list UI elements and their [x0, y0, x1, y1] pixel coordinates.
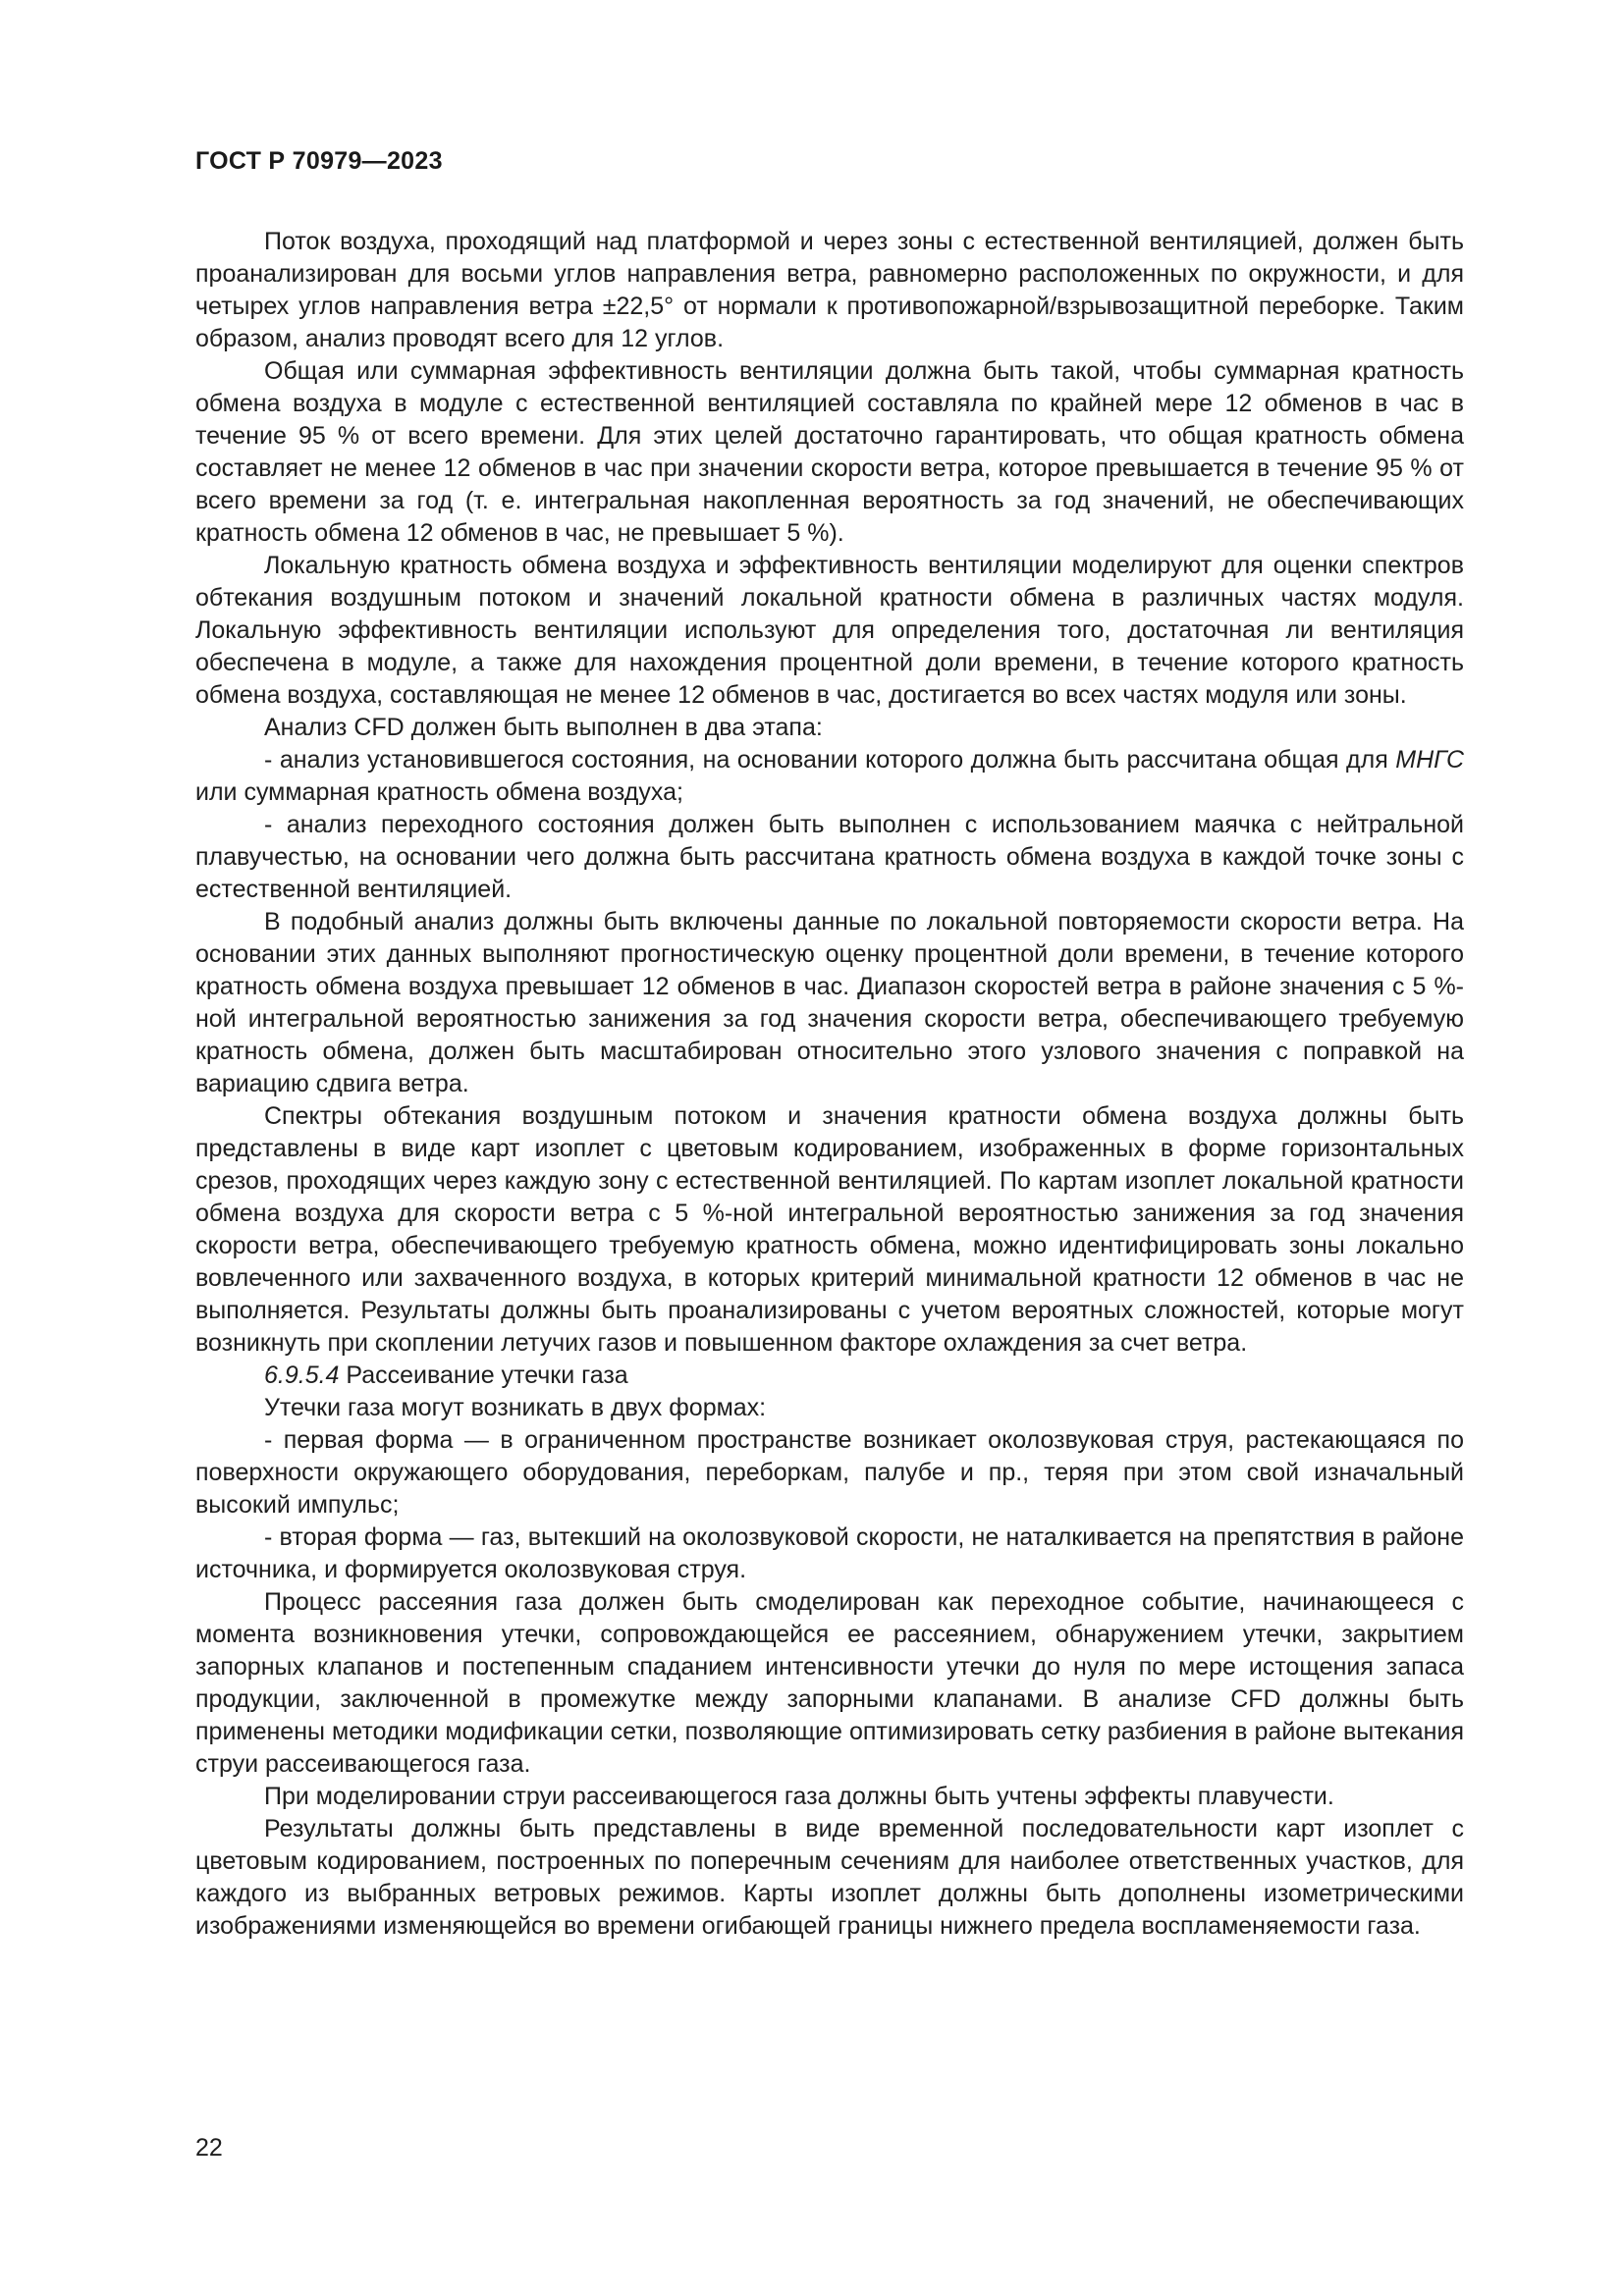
- section-title: Рассеивание утечки газа: [339, 1362, 628, 1389]
- page-number: 22: [195, 2134, 223, 2162]
- document-body: [195, 226, 1464, 1943]
- section-heading-gas-dispersion: [195, 1360, 1464, 1392]
- list-item-first-form: - первая форма — в ограниченном пространстве возникает околозвуковая струя, растекающаяся по поверхности окружающего оборудования, переборкам, палубе и пр., теряя при этом свой изначальный высокий импульс;: [195, 1426, 1464, 1519]
- list-item-steady-state-text-b: или суммарная кратность обмена воздуха;: [195, 778, 683, 806]
- list-item-steady-state-term: МНГС: [1395, 746, 1464, 774]
- paragraph-buoyancy-effects: При моделировании струи рассеивающегося газа должны быть учтены эффекты плавучести.: [264, 1783, 1334, 1810]
- paragraph-leak-forms: Утечки газа могут возникать в двух формах:: [264, 1394, 767, 1421]
- list-item-transient-state: - анализ переходного состояния должен быть выполнен с использованием маячка с нейтральной плавучестью, на основании чего должна быть рассчитана кратность обмена воздуха в каждой точке зоны с естественной вентиляцией.: [195, 811, 1464, 903]
- list-item-second-form: - вторая форма — газ, вытекший на околозвуковой скорости, не наталкивается на препятствия в районе источника, и формируется околозвуковая струя.: [195, 1523, 1464, 1583]
- list-item-steady-state: [195, 744, 1464, 809]
- paragraph-wind-speed-repeatability: В подобный анализ должны быть включены данные по локальной повторяемости скорости ветра. На основании этих данных выполняют прогностическую оценку процентной доли времени, в течение которого кратность обмена воздуха превышает 12 обменов в час. Диапазон скоростей ветра в районе значения с 5 %-ной интегральной вероятностью занижения за год значения скорости ветра, обеспечивающего требуемую кратность обмена, должен быть масштабирован относительно этого узлового значения с поправкой на вариацию сдвига ветра.: [195, 908, 1464, 1097]
- paragraph-overall-ventilation: Общая или суммарная эффективность вентиляции должна быть такой, чтобы суммарная кратность обмена воздуха в модуле с естественной вентиляцией составляла по крайней мере 12 обменов в час в течение 95 % от всего времени. Для этих целей достаточно гарантировать, что общая кратность обмена составляет не менее 12 обменов в час при значении скорости ветра, которое превышается в течение 95 % от всего времени за год (т. е. интегральная накопленная вероятность за год значений, не обеспечивающих кратность обмена 12 обменов в час, не превышает 5 %).: [195, 357, 1464, 547]
- document-header-standard-code: ГОСТ Р 70979—2023: [195, 147, 443, 175]
- paragraph-cfd-stages: Анализ CFD должен быть выполнен в два этапа:: [264, 714, 823, 741]
- list-item-steady-state-text-a: - анализ установившегося состояния, на основании которого должна быть рассчитана общая для: [264, 746, 1396, 774]
- paragraph-isopleth-maps: Спектры обтекания воздушным потоком и значения кратности обмена воздуха должны быть представлены в виде карт изоплет с цветовым кодированием, изображенных в форме горизонтальных срезов, проходящих через каждую зону с естественной вентиляцией. По картам изоплет локальной кратности обмена воздуха для скорости ветра с 5 %-ной интегральной вероятностью занижения за год значения скорости ветра, обеспечивающего требуемую кратность обмена, можно идентифицировать зоны локально вовлеченного или захваченного воздуха, в которых критерий минимальной кратности 12 обменов в час не выполняется. Результаты должны быть проанализированы с учетом вероятных сложностей, которые могут возникнуть при скоплении летучих газов и повышенном факторе охлаждения за счет ветра.: [195, 1102, 1464, 1357]
- paragraph-results-presentation: Результаты должны быть представлены в виде временной последовательности карт изоплет с цветовым кодированием, построенных по поперечным сечениям для наиболее ответственных участков, для каждого из выбранных ветровых режимов. Карты изоплет должны быть дополнены изометрическими изображениями изменяющейся во времени огибающей границы нижнего предела воспламеняемости газа.: [195, 1815, 1464, 1940]
- paragraph-wind-angles: Поток воздуха, проходящий над платформой и через зоны с естественной вентиляцией, должен быть проанализирован для восьми углов направления ветра, равномерно расположенных по окружности, и для четырех углов направления ветра ±22,5° от нормали к противопожарной/взрывозащитной переборке. Таким образом, анализ проводят всего для 12 углов.: [195, 228, 1464, 352]
- paragraph-dispersion-process: Процесс рассеяния газа должен быть смоделирован как переходное событие, начинающееся с момента возникновения утечки, сопровождающейся ее рассеянием, обнаружением утечки, закрытием запорных клапанов и постепенным спаданием интенсивности утечки до нуля по мере истощения запаса продукции, заключенной в промежутке между запорными клапанами. В анализе CFD должны быть применены методики модификации сетки, позволяющие оптимизировать сетку разбиения в районе вытекания струи рассеивающегося газа.: [195, 1588, 1464, 1778]
- paragraph-local-exchange: Локальную кратность обмена воздуха и эффективность вентиляции моделируют для оценки спектров обтекания воздушным потоком и значений локальной кратности обмена в различных частях модуля. Локальную эффективность вентиляции используют для определения того, достаточная ли вентиляция обеспечена в модуле, а также для нахождения процентной доли времени, в течение которого кратность обмена воздуха, составляющая не менее 12 обменов в час, достигается во всех частях модуля или зоны.: [195, 552, 1464, 709]
- section-number: 6.9.5.4: [264, 1362, 340, 1389]
